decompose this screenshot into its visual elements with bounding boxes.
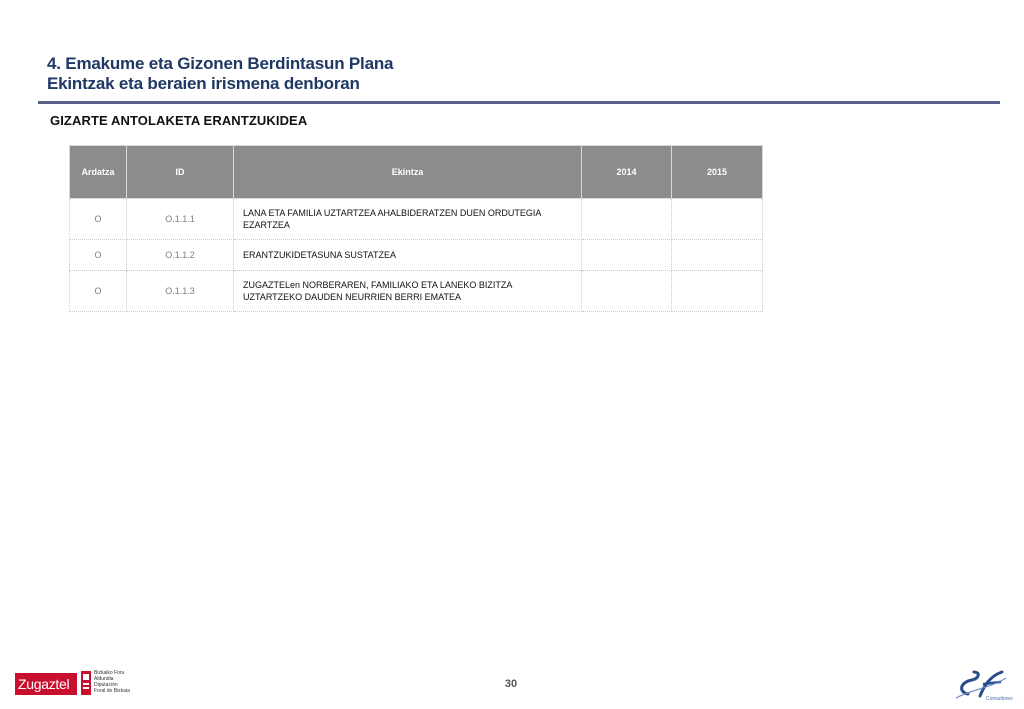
column-header-id: ID bbox=[127, 146, 234, 199]
cell-2015 bbox=[672, 240, 763, 271]
column-header-ekintza: Ekintza bbox=[234, 146, 582, 199]
table-row bbox=[70, 199, 763, 240]
bizkaia-caption bbox=[94, 670, 130, 694]
cell-2014 bbox=[582, 240, 672, 271]
table-row bbox=[70, 271, 763, 312]
cell-id: O.1.1.3 bbox=[127, 271, 234, 312]
column-header-2015: 2015 bbox=[672, 146, 763, 199]
cell-ekintza: ZUGAZTELen NORBERAREN, FAMILIAKO ETA LANEKO BIZITZA UZTARTZEKO DAUDEN NEURRIEN BERRI EMATEA bbox=[234, 271, 582, 312]
cell-2015 bbox=[672, 199, 763, 240]
title-line-1: 4. Emakume eta Gizonen Berdintasun Plana bbox=[47, 54, 394, 73]
cell-ekintza: ERANTZUKIDETASUNA SUSTATZEA bbox=[234, 240, 582, 271]
cell-ardatza: O bbox=[70, 240, 127, 271]
cell-ardatza: O bbox=[70, 271, 127, 312]
zugaztel-wordmark: Zugaztel bbox=[15, 673, 77, 695]
caption-line: Bizkaiko Foru bbox=[94, 670, 125, 676]
cell-ardatza: O bbox=[70, 199, 127, 240]
page-number: 30 bbox=[504, 678, 518, 690]
cell-2014 bbox=[582, 199, 672, 240]
cell-2015 bbox=[672, 271, 763, 312]
consultancy-caption: Consultores bbox=[986, 696, 1013, 702]
caption-line: Foral de Bizkaia bbox=[94, 688, 130, 694]
cell-2014 bbox=[582, 271, 672, 312]
title-line-2: Ekintzak eta beraien irismena denboran bbox=[47, 74, 360, 93]
actions-table bbox=[69, 145, 763, 312]
cell-id: O.1.1.2 bbox=[127, 240, 234, 271]
section-heading: GIZARTE ANTOLAKETA ERANTZUKIDEA bbox=[50, 113, 308, 128]
table-row bbox=[70, 240, 763, 271]
column-header-ardatza: Ardatza bbox=[70, 146, 127, 199]
title-divider bbox=[38, 101, 1000, 104]
cell-ekintza: LANA ETA FAMILIA UZTARTZEA AHALBIDERATZEN DUEN ORDUTEGIA EZARTZEA bbox=[234, 199, 582, 240]
column-header-2014: 2014 bbox=[582, 146, 672, 199]
caption-line: Diputación bbox=[94, 682, 118, 688]
bizkaia-seal-icon bbox=[81, 671, 91, 695]
zugaztel-logo bbox=[15, 669, 130, 697]
page-title bbox=[47, 54, 393, 94]
cell-id: O.1.1.1 bbox=[127, 199, 234, 240]
table-header-row bbox=[70, 146, 763, 199]
caption-line: Aldundia bbox=[94, 676, 114, 682]
